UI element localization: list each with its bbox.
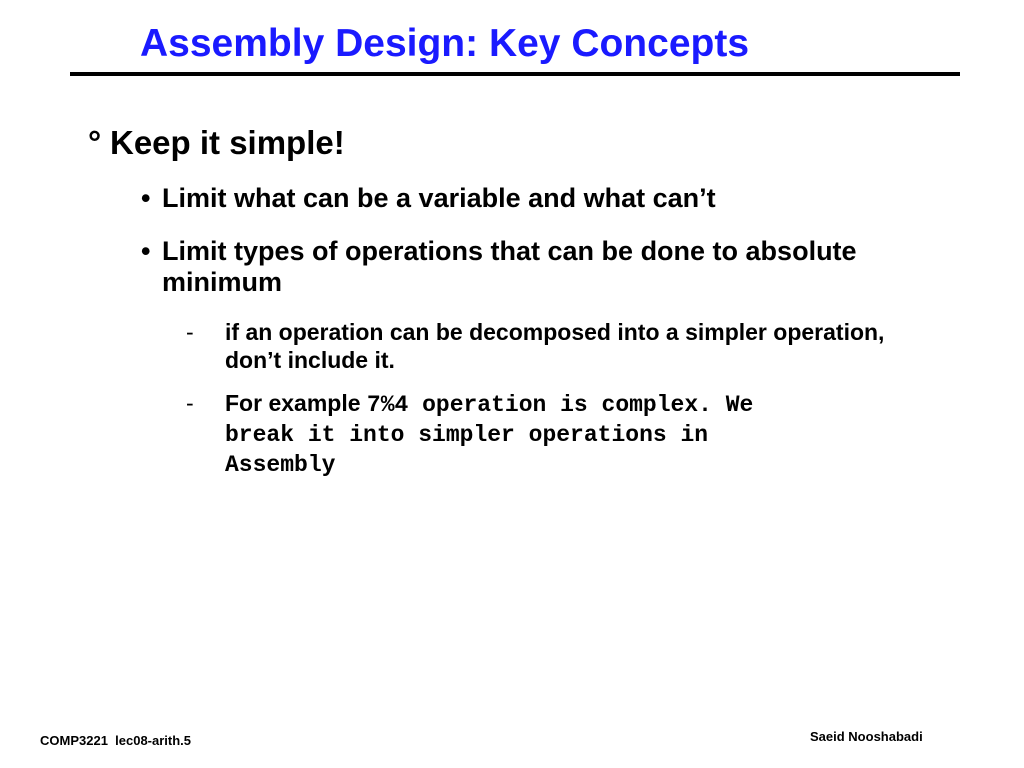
bullet-level3-text: if an operation can be decomposed into a simpler operation, don’t include it. [225, 319, 885, 373]
slide-title: Assembly Design: Key Concepts [140, 22, 750, 65]
code-line-3: Assembly [225, 452, 336, 478]
dash-bullet-icon: - [186, 390, 194, 416]
dot-bullet-icon: • [141, 183, 151, 213]
example-label: For example [225, 390, 361, 416]
bullet-level3-item [186, 389, 926, 479]
footer-course-label: COMP3221 lec08-arith.5 [40, 733, 192, 748]
dash-bullet-icon: - [186, 319, 194, 345]
bullet-level2-text: Limit what can be a variable and what can’t [162, 183, 716, 213]
bullet-level1 [88, 124, 345, 162]
footer-author: Saeid Nooshabadi [810, 729, 923, 744]
bullet-level2-item [141, 183, 901, 214]
bullet-level2-item [141, 236, 901, 298]
dot-bullet-icon: • [141, 236, 151, 266]
bullet-level1-text: Keep it simple! [110, 124, 345, 161]
bullet-level2-text: Limit types of operations that can be done to absolute minimum [162, 236, 857, 297]
bullet-level3-item [186, 318, 906, 374]
code-line-1: 7%4 operation is complex. We [366, 392, 754, 418]
degree-bullet-icon: ° [88, 124, 102, 161]
code-line-2: break it into simpler operations in [225, 422, 709, 448]
bullet-level3-text [225, 389, 926, 479]
title-underline [70, 72, 960, 76]
